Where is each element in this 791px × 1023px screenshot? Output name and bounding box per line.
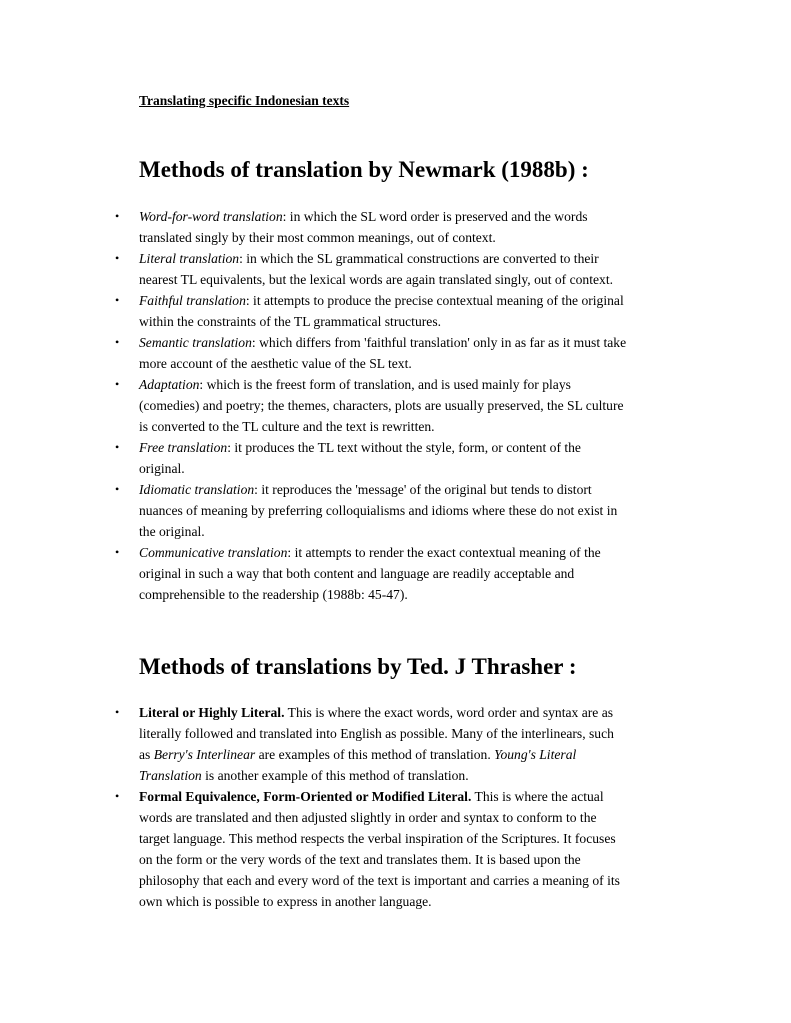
method-term: Idiomatic translation (139, 482, 255, 497)
method-term: Literal or Highly Literal. (139, 705, 285, 720)
bullet-icon: • (115, 377, 120, 391)
method-term: Word-for-word translation (139, 209, 283, 224)
method-text: is converted to the TL culture and the text is rewritten. (139, 419, 435, 434)
list-item (115, 786, 701, 912)
method-text: : which differs from 'faithful translation' only in as far as it must take (251, 335, 627, 350)
section-heading-thrasher: Methods of translations by Ted. J Thrasher : (139, 654, 577, 679)
bullet-icon: • (115, 293, 120, 307)
method-text: nuances of meaning by preferring colloquialisms and idioms where these do not exist in (139, 503, 618, 518)
bullet-icon: • (115, 482, 120, 496)
method-text: : it produces the TL text without the style, form, or content of the (227, 440, 581, 455)
method-text: as (139, 747, 154, 762)
method-text: translated singly by their most common meanings, out of context. (139, 230, 496, 245)
method-term: Semantic translation (139, 335, 252, 350)
list-item (115, 206, 701, 248)
method-text: philosophy that each and every word of the text is important and carries a meaning of its (139, 873, 620, 888)
method-text: : in which the SL word order is preserved and the words (282, 209, 588, 224)
method-text: (comedies) and poetry; the themes, characters, plots are usually preserved, the SL culture (139, 398, 624, 413)
method-term: Adaptation (139, 377, 200, 392)
list-item (115, 437, 701, 479)
method-text: original. (139, 461, 185, 476)
section-heading-newmark: Methods of translation by Newmark (1988b) : (139, 157, 589, 182)
method-text: own which is possible to express in another language. (139, 894, 432, 909)
method-text: : it attempts to produce the precise contextual meaning of the original (245, 293, 624, 308)
thrasher-methods-list (115, 702, 701, 912)
method-text: This is where the actual (471, 789, 604, 804)
list-item (115, 332, 701, 374)
method-text: target language. This method respects the verbal inspiration of the Scriptures. It focuses (139, 831, 616, 846)
method-text: are examples of this method of translation. (255, 747, 495, 762)
bullet-icon: • (115, 209, 120, 223)
bullet-icon: • (115, 251, 120, 265)
method-text: : in which the SL grammatical constructions are converted to their (239, 251, 599, 266)
method-text: is another example of this method of translation. (201, 768, 469, 783)
bullet-icon: • (115, 705, 120, 719)
method-text: literally followed and translated into English as possible. Many of the interlinears, such (139, 726, 614, 741)
reference-title: Young's Literal (494, 747, 577, 762)
method-term: Literal translation (139, 251, 240, 266)
reference-title: Berry's Interlinear (153, 747, 256, 762)
method-text: : it attempts to render the exact contextual meaning of the (287, 545, 601, 560)
method-text: : which is the freest form of translation, and is used mainly for plays (199, 377, 571, 392)
method-text: within the constraints of the TL grammatical structures. (139, 314, 442, 329)
method-text: This is where the exact words, word order and syntax are as (284, 705, 614, 720)
method-text: the original. (139, 524, 205, 539)
list-item (115, 374, 701, 437)
list-item (115, 248, 701, 290)
bullet-icon: • (115, 440, 120, 454)
method-term: Communicative translation (139, 545, 288, 560)
method-term: Faithful translation (139, 293, 246, 308)
method-text: original in such a way that both content and language are readily acceptable and (139, 566, 575, 581)
bullet-icon: • (115, 545, 120, 559)
newmark-methods-list (115, 206, 701, 605)
method-text: words are translated and then adjusted slightly in order and syntax to conform to the (139, 810, 597, 825)
method-term: Formal Equivalence, Form-Oriented or Modified Literal. (139, 789, 472, 804)
method-text: more account of the aesthetic value of the SL text. (139, 356, 412, 371)
method-text: : it reproduces the 'message' of the original but tends to distort (254, 482, 592, 497)
method-text: on the form or the very words of the text and translates them. It is based upon the (139, 852, 581, 867)
method-text: nearest TL equivalents, but the lexical words are again translated singly, out of context. (139, 272, 613, 287)
list-item (115, 479, 701, 542)
list-item (115, 290, 701, 332)
reference-title: Translation (139, 768, 202, 783)
method-term: Free translation (139, 440, 228, 455)
document-title: Translating specific Indonesian texts (139, 93, 350, 108)
bullet-icon: • (115, 335, 120, 349)
bullet-icon: • (115, 789, 120, 803)
method-text: comprehensible to the readership (1988b: 45-47). (139, 587, 408, 602)
list-item (115, 702, 701, 786)
list-item (115, 542, 701, 605)
